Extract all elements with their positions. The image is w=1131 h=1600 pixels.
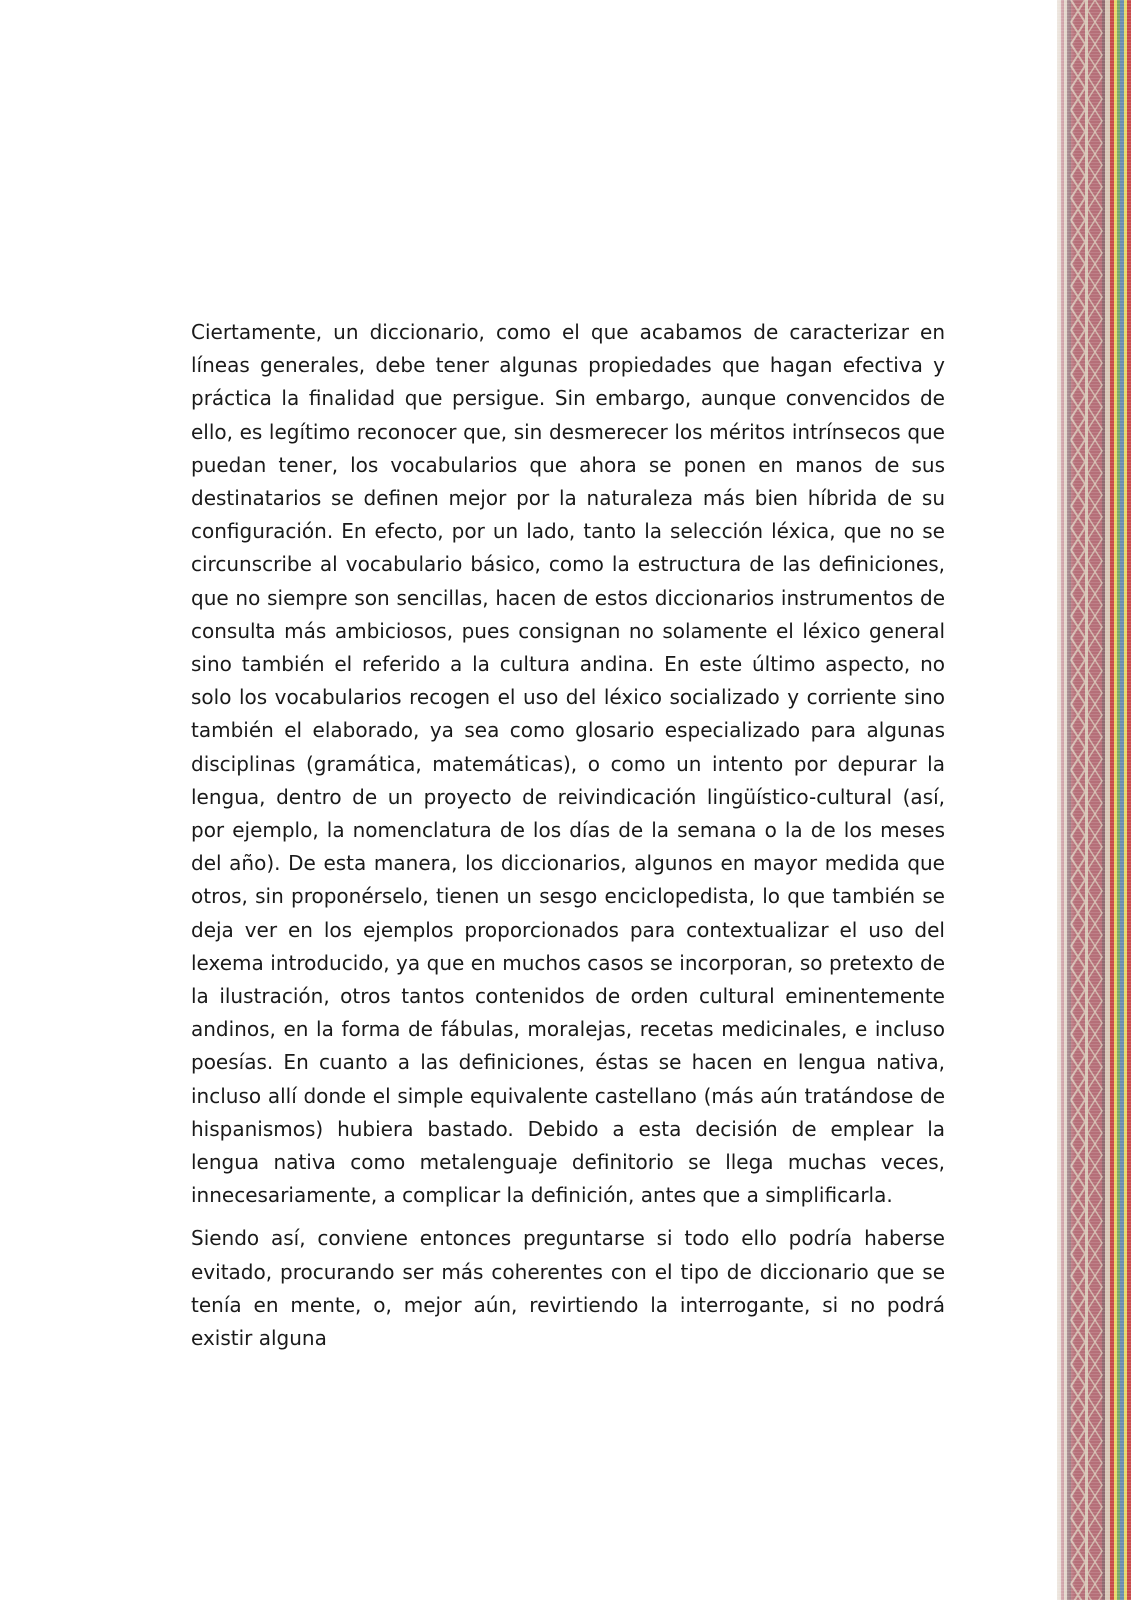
- woven-pattern-image: [1057, 0, 1131, 1600]
- paragraph-2: Siendo así, conviene entonces preguntarse si todo ello podría haberse evitado, procurando ser más coherentes con el tipo de diccionario que se tenía en mente, o, mejor aún, revirtiendo la interrogante, si no podrá existir alguna: [191, 1226, 945, 1351]
- woven-textile-border: [1057, 0, 1131, 1600]
- paragraph-1: Ciertamente, un diccionario, como el que acabamos de caracterizar en líneas generales, debe tener algunas propiedades que hagan efectiva y práctica la finalidad que persigue. Sin embargo, aunque convencidos de ello, es legítimo reconocer que, sin desmerecer los méritos intrínsecos que puedan tener, los vocabularios que ahora se ponen en manos de sus destinatarios se definen mejor por la naturaleza más bien híbrida de su configuración. En efecto, por un lado, tanto la selección léxica, que no se circunscribe al vocabulario básico, como la estructura de las definiciones, que no siempre son sencillas, hacen de estos diccionarios instrumentos de consulta más ambiciosos, pues consignan no solamente el léxico general sino también el referido a la cultura andina. En este último aspecto, no solo los vocabularios recogen el uso del léxico socializado y corriente sino también el elaborado, ya sea como glosario especializado para algunas disciplinas (gramática, matemáticas), o como un intento por depurar la lengua, dentro de un proyecto de reivindicación lingüístico-cultural (así, por ejemplo, la nomenclatura de los días de la semana o la de los meses del año). De esta manera, los diccionarios, algunos en mayor medida que otros, sin proponérselo, tienen un sesgo enciclopedista, lo que también se deja ver en los ejemplos proporcionados para contextualizar el uso del lexema introducido, ya que en muchos casos se incorporan, so pretexto de la ilustración, otros tantos contenidos de orden cultural eminentemente andinos, en la forma de fábulas, moralejas, recetas medicinales, e incluso poesías. En cuanto a las definiciones, éstas se hacen en lengua nativa, incluso allí donde el simple equivalente castellano (más aún tratándose de hispanismos) hubiera bastado. Debido a esta decisión de emplear la lengua nativa como metalenguaje definitorio se llega muchas veces, innecesariamente, a complicar la definición, antes que a simplificarla.: [191, 320, 945, 1208]
- body-text: [191, 316, 945, 1355]
